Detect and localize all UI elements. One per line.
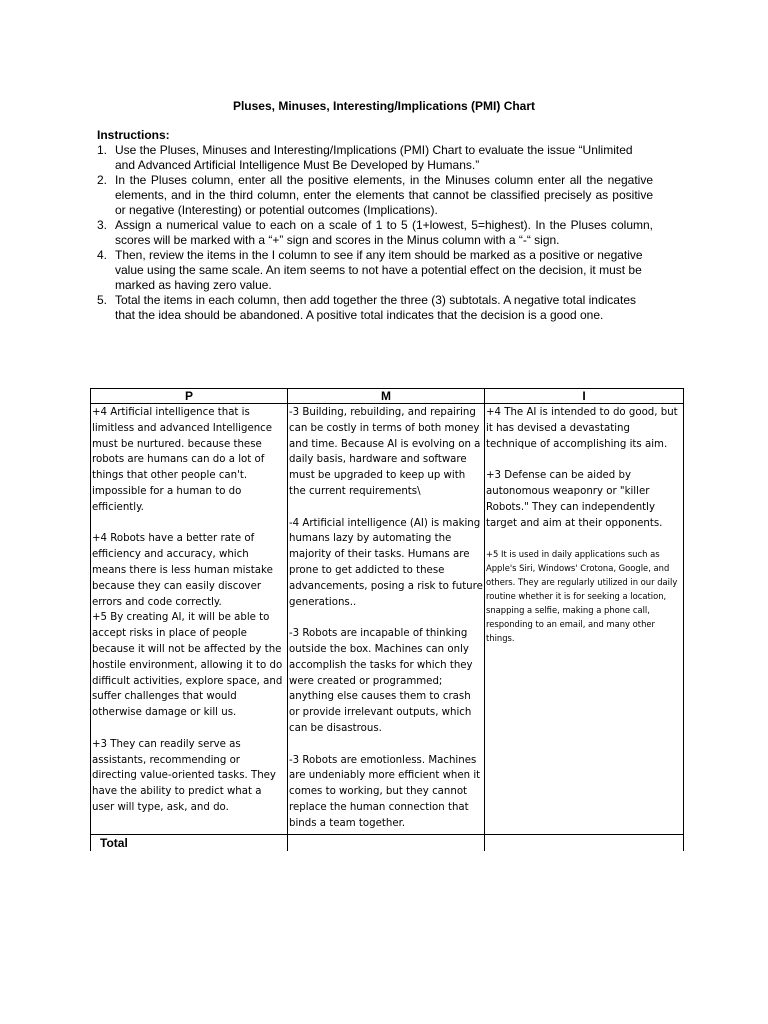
minuses-item: -4 Artificial intelligence (AI) is making humans lazy by automating the majority of their tasks. Humans are prone to get addicted to these advancements, posing a risk to future generations.. — [289, 517, 483, 608]
interesting-item: +5 It is used in daily applications such as Apple's Siri, Windows' Crotona, Google, and others. They are regularly utilized in our daily routine whether it is for seeking a location, snapping a selfie, making a phone call, responding to an email, and many other things. — [486, 549, 678, 644]
total-interesting-cell — [485, 834, 684, 851]
pluses-item: +4 Robots have a better rate of efficiency and accuracy, which means there is less human mistake because they can easily discover errors and code correctly. — [92, 533, 273, 608]
pmi-chart-table — [90, 388, 684, 851]
interesting-item: +4 The AI is intended to do good, but it has devised a devastating technique of accomplishing its aim. — [486, 407, 678, 450]
total-row — [91, 834, 684, 851]
instruction-item — [97, 248, 653, 293]
instruction-item — [97, 218, 653, 248]
instructions-heading: Instructions: — [97, 128, 170, 142]
instruction-text: Assign a numerical value to each on a scale of 1 to 5 (1+lowest, 5=highest). In the Pluses column, scores will be marked with a “+” sign and scores in the Minus column with a “-“ sign. — [115, 218, 653, 247]
instruction-text: Use the Pluses, Minuses and Interesting/Implications (PMI) Chart to evaluate the issue “Unlimited and Advanced Artificial Intelligence Must Be Developed by Humans.” — [115, 143, 633, 172]
instruction-number: 4. — [97, 248, 108, 262]
document-title: Pluses, Minuses, Interesting/Implications (PMI) Chart — [232, 99, 536, 113]
pluses-item: +5 By creating AI, it will be able to accept risks in place of people because it will not be affected by the hostile environment, allowing it to do difficult activities, explore space, and suffer challenges that would otherwise damage or kill us. — [92, 612, 283, 719]
minuses-cell — [288, 404, 485, 835]
instruction-item — [97, 293, 653, 323]
column-header-interesting: I — [485, 389, 684, 404]
minuses-item: -3 Robots are emotionless. Machines are undeniably more efficient when it comes to working, but they cannot replace the human connection that binds a team together. — [289, 754, 481, 829]
pluses-item: +4 Artificial intelligence that is limitless and advanced Intelligence must be nurtured. because these robots are humans can do a lot of things that other people can't. impossible for a human to do efficiently. — [92, 407, 273, 513]
instruction-number: 1. — [97, 143, 108, 157]
column-header-minuses: M — [288, 389, 485, 404]
total-label: Total — [91, 834, 288, 851]
instruction-number: 5. — [97, 293, 108, 307]
table-header-row — [91, 389, 684, 404]
instructions-list — [97, 143, 653, 323]
instruction-text: Then, review the items in the I column to see if any item should be marked as a positive or negative value using the same scale. An item seems to not have a potential effect on the decision, it must be marked as having zero value. — [115, 248, 643, 292]
instruction-text: In the Pluses column, enter all the positive elements, in the Minuses column enter all the negative elements, and in the third column, enter the elements that cannot be classified precisely as positive or negative (Interesting) or potential outcomes (Implications). — [115, 173, 653, 217]
minuses-item: -3 Building, rebuilding, and repairing can be costly in terms of both money and time. Because AI is evolving on a daily basis, hardware and software must be upgraded to keep up with the current requirements\ — [289, 407, 481, 497]
minuses-item: -3 Robots are incapable of thinking outside the box. Machines can only accomplish the tasks for which they were created or programmed; anything else causes them to crash or provide irrelevant outputs, which can be disastrous. — [289, 628, 473, 734]
interesting-cell — [485, 404, 684, 835]
pluses-cell — [91, 404, 288, 835]
instruction-number: 2. — [97, 173, 108, 187]
instruction-item — [97, 143, 653, 173]
instruction-text: Total the items in each column, then add together the three (3) subtotals. A negative total indicates that the idea should be abandoned. A positive total indicates that the decision is a good one. — [115, 293, 636, 322]
total-minuses-cell — [288, 834, 485, 851]
pluses-item: +3 They can readily serve as assistants, recommending or directing value-oriented tasks. They have the ability to predict what a user will type, ask, and do. — [92, 738, 276, 813]
table-row — [91, 404, 684, 835]
interesting-item: +3 Defense can be aided by autonomous weaponry or "killer Robots." They can independently target and aim at their opponents. — [486, 470, 663, 529]
instruction-number: 3. — [97, 218, 108, 232]
instruction-item — [97, 173, 653, 218]
column-header-pluses: P — [91, 389, 288, 404]
